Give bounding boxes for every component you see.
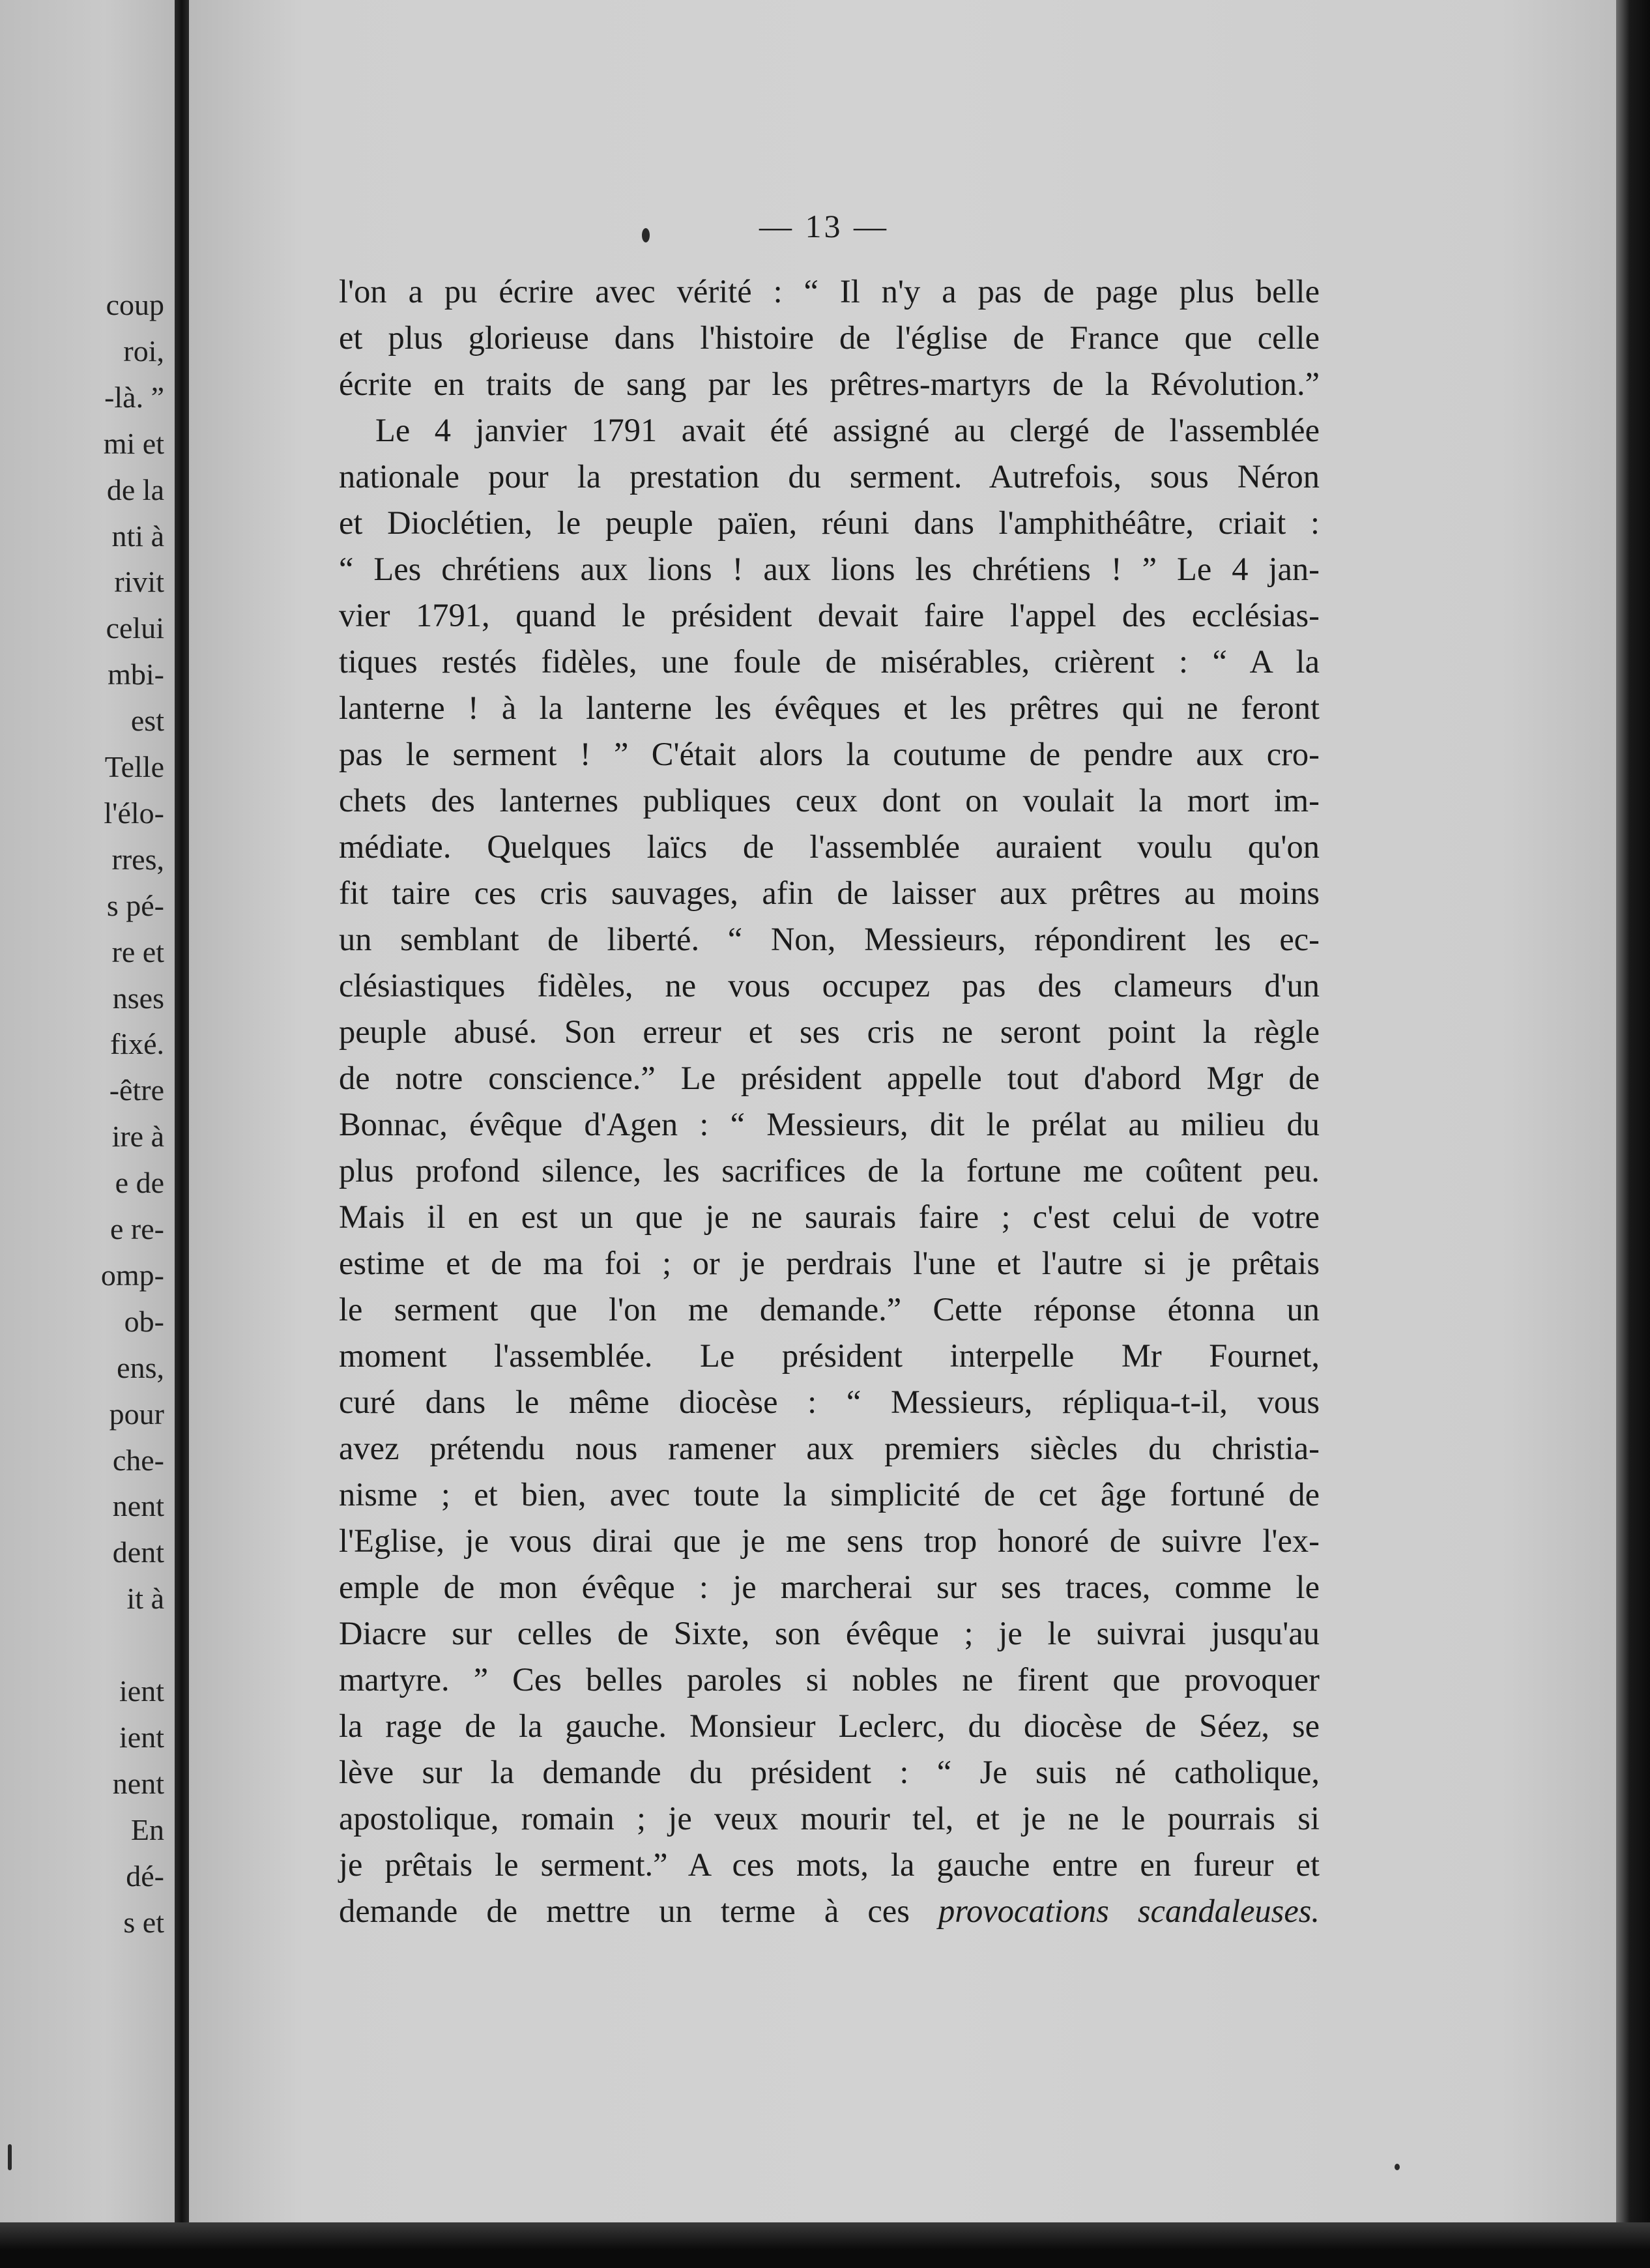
text-line: je prêtais le serment.” A ces mots, la gauche entre en fureur et: [339, 1846, 1320, 1883]
text-line: Le 4 janvier 1791 avait été assigné au clergé de l'assemblée: [375, 412, 1320, 448]
text-line: écrite en traits de sang par les prêtres-martyrs de la Révolution.”: [339, 366, 1320, 402]
text-line: avez prétendu nous ramener aux premiers siècles du christia-: [339, 1430, 1320, 1466]
scan-speck: [1395, 2164, 1400, 2170]
left-page-fragment-line: ens,: [117, 1350, 164, 1384]
bottom-page-edge: [0, 2222, 1650, 2268]
left-page-fragment-line: ob-: [124, 1304, 164, 1338]
left-page-fragment-line: est: [130, 704, 164, 738]
text-line: Diacre sur celles de Sixte, son évêque ; je le suivrai jusqu'au: [339, 1615, 1320, 1651]
left-page-fragment-line: ient: [119, 1674, 164, 1708]
left-page-fragment-line: celui: [106, 611, 164, 645]
text-line: apostolique, romain ; je veux mourir tel, et je ne le pourrais si: [339, 1800, 1320, 1837]
left-page-fragment-line: s pé-: [106, 888, 164, 922]
left-page-fragment-line: dé-: [126, 1859, 164, 1893]
left-page-fragment-line: re et: [111, 935, 164, 968]
text-line: tiques restés fidèles, une foule de misérables, crièrent : “ A la: [339, 643, 1320, 680]
left-page-fragment-line: mbi-: [108, 658, 164, 691]
left-page-fragment-line: Telle: [104, 750, 164, 783]
text-line: peuple abusé. Son erreur et ses cris ne seront point la règle: [339, 1013, 1320, 1050]
text-line: médiate. Quelques laïcs de l'assemblée auraient voulu qu'on: [339, 828, 1320, 865]
text-line: [339, 1888, 1320, 1934]
text-line: curé dans le même diocèse : “ Messieurs, répliqua-t-il, vous: [339, 1384, 1320, 1420]
left-page-fragment-line: s et: [123, 1905, 164, 1939]
left-page-fragment-line: mi et: [103, 426, 164, 460]
left-page-fragment-line: e de: [115, 1166, 164, 1200]
text-line: vier 1791, quand le président devait faire l'appel des ecclésias-: [339, 597, 1320, 633]
text-line: moment l'assemblée. Le président interpelle Mr Fournet,: [339, 1337, 1320, 1374]
left-page-fragment-line: dent: [112, 1535, 164, 1569]
left-page-fragment-line: e re-: [110, 1212, 164, 1245]
left-page-fragment-line: l'élo-: [104, 796, 164, 830]
page-gutter: [175, 0, 189, 2268]
left-page-fragment-line: rivit: [114, 565, 164, 599]
text-line: martyre. ” Ces belles paroles si nobles ne firent que provoquer: [339, 1661, 1320, 1698]
text-line: nationale pour la prestation du serment. Autrefois, sous Néron: [339, 458, 1320, 495]
text-line: “ Les chrétiens aux lions ! aux lions les chrétiens ! ” Le 4 jan-: [339, 551, 1320, 587]
text-line: de notre conscience.” Le président appelle tout d'abord Mgr de: [339, 1060, 1320, 1096]
left-page-fragment-line: roi,: [123, 334, 164, 368]
left-page-fragment-line: de la: [106, 472, 164, 506]
left-page-fragment-line: nti à: [111, 519, 164, 553]
text-line: un semblant de liberté. “ Non, Messieurs, répondirent les ec-: [339, 921, 1320, 957]
text-line: Bonnac, évêque d'Agen : “ Messieurs, dit le prélat au milieu du: [339, 1106, 1320, 1142]
left-page-fragment-line: -là. ”: [104, 380, 164, 414]
left-page-fragment-line: fixé.: [109, 1027, 164, 1061]
text-line: fit taire ces cris sauvages, afin de laisser aux prêtres au moins: [339, 875, 1320, 911]
left-page-fragment-line: ire à: [111, 1120, 164, 1154]
left-page-fragment-line: nent: [112, 1766, 164, 1800]
left-page-fragment-line: -être: [109, 1073, 164, 1107]
left-page-fragment-line: nent: [112, 1489, 164, 1523]
left-page-fragment-line: coup: [106, 288, 164, 321]
right-page-edge: [1616, 0, 1650, 2268]
text-line: lève sur la demande du président : “ Je suis né catholique,: [339, 1754, 1320, 1790]
text-line: estime et de ma foi ; or je perdrais l'une et l'autre si je prêtais: [339, 1245, 1320, 1281]
scan-speck: [8, 2144, 12, 2170]
left-page-fragment-line: rres,: [111, 842, 164, 876]
text-line: emple de mon évêque : je marcherai sur ses traces, comme le: [339, 1569, 1320, 1605]
text-line: Mais il en est un que je ne saurais faire ; c'est celui de votre: [339, 1199, 1320, 1235]
text-line: l'Eglise, je vous dirai que je me sens trop honoré de suivre l'ex-: [339, 1522, 1320, 1559]
scan-speck: [642, 228, 650, 242]
text-line: lanterne ! à la lanterne les évêques et les prêtres qui ne feront: [339, 690, 1320, 726]
left-page-fragment: [0, 0, 175, 2222]
text-line-segment: demande de mettre un terme à ces: [339, 1893, 910, 1929]
text-line: l'on a pu écrire avec vérité : “ Il n'y a pas de page plus belle: [339, 273, 1320, 310]
left-page-fragment-line: omp-: [100, 1258, 164, 1292]
text-line: plus profond silence, les sacrifices de la fortune me coûtent peu.: [339, 1152, 1320, 1189]
text-line: et Dioclétien, le peuple païen, réuni dans l'amphithéâtre, criait :: [339, 504, 1320, 541]
text-line: et plus glorieuse dans l'histoire de l'église de France que celle: [339, 319, 1320, 356]
text-line: le serment que l'on me demande.” Cette réponse étonna un: [339, 1291, 1320, 1328]
text-line: chets des lanternes publiques ceux dont on voulait la mort im-: [339, 782, 1320, 819]
page-number-text: — 13 —: [759, 208, 889, 244]
text-line: la rage de la gauche. Monsieur Leclerc, du diocèse de Séez, se: [339, 1708, 1320, 1744]
left-page-fragment-line: En: [130, 1812, 164, 1846]
left-page-fragment-line: pour: [109, 1397, 164, 1431]
italic-text: provocations scandaleuses.: [938, 1893, 1320, 1929]
text-line: pas le serment ! ” C'était alors la coutume de pendre aux cro-: [339, 736, 1320, 772]
body-text: [339, 269, 1320, 1934]
left-page-fragment-line: nses: [112, 981, 164, 1015]
left-page-fragment-line: che-: [112, 1443, 164, 1477]
text-line: nisme ; et bien, avec toute la simplicité de cet âge fortuné de: [339, 1476, 1320, 1513]
text-line: clésiastiques fidèles, ne vous occupez pas des clameurs d'un: [339, 967, 1320, 1004]
left-page-fragment-line: it à: [126, 1582, 164, 1616]
left-page-fragment-line: ient: [119, 1720, 164, 1754]
